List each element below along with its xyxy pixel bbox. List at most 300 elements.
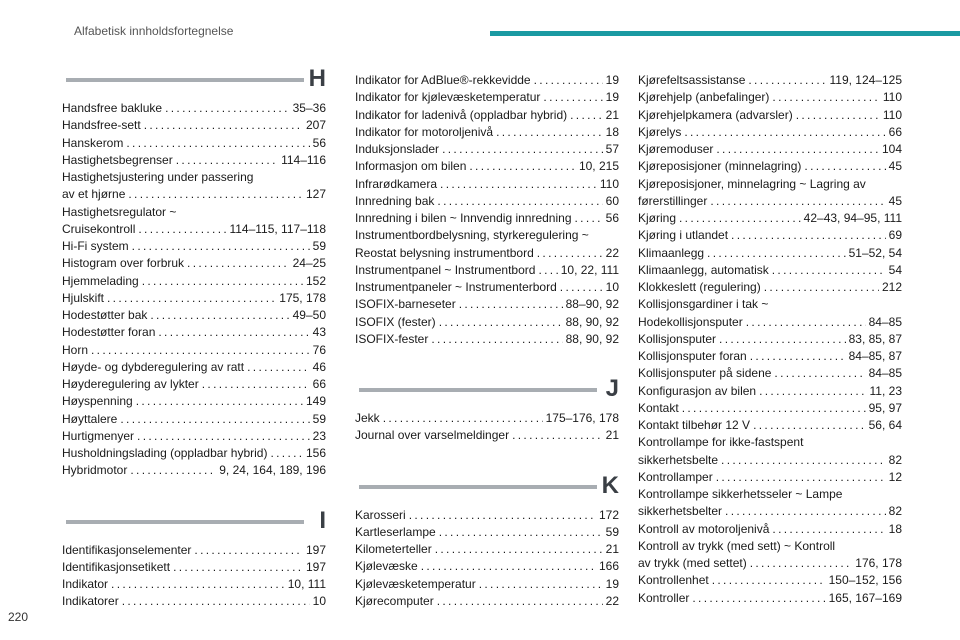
index-entry (638, 158, 902, 175)
index-entry-row (62, 186, 326, 203)
index-entry-pages: 82 (888, 504, 902, 519)
dot-leader (731, 227, 886, 244)
index-entry-pages: 56, 64 (868, 418, 902, 432)
index-column-3 (638, 72, 902, 621)
index-entry-term: Instrumentpanel ~ Instrumentbord (355, 262, 536, 277)
section-divider (359, 485, 597, 489)
dot-leader (459, 296, 563, 313)
section-h (62, 60, 326, 480)
dot-leader (725, 503, 886, 520)
index-entry-term: Reostat belysning instrumentbord (355, 245, 534, 260)
index-entry-term: ISOFIX (fester) (355, 314, 436, 329)
index-entry-row (638, 572, 902, 589)
index-entry-row (355, 576, 619, 593)
index-entry (62, 100, 326, 117)
index-entry-term: Kjørecomputer (355, 593, 434, 608)
index-entry-row (355, 72, 619, 89)
dot-leader (194, 542, 303, 559)
index-entry (355, 227, 619, 262)
index-entry (355, 72, 619, 89)
index-entry-term: Kontroll av motoroljenivå (638, 521, 770, 536)
dot-leader (772, 89, 879, 106)
index-entry-term: Hjemmelading (62, 273, 139, 288)
index-entry-term: Høyderegulering av lykter (62, 377, 199, 391)
index-entry (355, 331, 619, 348)
index-entry-term-line1: Kjøreposisjoner, minnelagring ~ Lagring av (638, 176, 866, 191)
index-entry-row (638, 279, 902, 296)
index-entry-row (62, 221, 326, 238)
index-entry-row (62, 152, 326, 169)
index-entry-term: Klimaanlegg, automatisk (638, 262, 769, 277)
index-entry (638, 210, 902, 227)
index-entry-pages: 84–85 (868, 314, 902, 329)
index-entry-row (355, 410, 619, 427)
index-entry (62, 238, 326, 255)
index-entry-row (62, 428, 326, 445)
dot-leader (512, 427, 603, 444)
index-entry (355, 158, 619, 175)
index-entry (638, 245, 902, 262)
index-entry-pages: 22 (605, 245, 619, 260)
dot-leader (774, 365, 865, 382)
index-entry-term: Indikator for ladenivå (oppladbar hybrid) (355, 107, 568, 122)
index-entry-row (638, 590, 902, 607)
index-entry-row (62, 273, 326, 290)
index-entry (62, 255, 326, 272)
index-entry-pages: 59 (312, 239, 326, 253)
index-entry-term: Husholdningslading (oppladbar hybrid) (62, 446, 268, 460)
index-entry-pages: 59 (312, 411, 326, 426)
index-entry (355, 89, 619, 106)
index-entry-row (62, 255, 326, 272)
index-entry-row (355, 541, 619, 558)
index-entry-row (638, 245, 902, 262)
index-entry-pages: 24–25 (292, 256, 326, 271)
dot-leader (679, 210, 801, 227)
dot-leader (440, 176, 597, 193)
index-entry (638, 590, 902, 607)
index-entry-pages: 19 (605, 90, 619, 105)
section-i (62, 502, 326, 611)
index-entry-row (355, 593, 619, 610)
index-entry (638, 572, 902, 589)
index-entry-row (638, 348, 902, 365)
index-column-1 (62, 60, 326, 625)
dot-leader (126, 135, 309, 152)
index-entry-term: Kontakt tilbehør 12 V (638, 418, 751, 432)
index-entry-row (355, 176, 619, 193)
dot-leader (270, 445, 303, 462)
index-column-2 (355, 72, 619, 624)
index-entry-row (62, 411, 326, 428)
index-entry-pages: 22 (605, 593, 619, 608)
index-entry-row (638, 555, 902, 572)
index-entry-pages: 51–52, 54 (848, 245, 902, 260)
index-entry (638, 72, 902, 89)
index-entry-row (355, 124, 619, 141)
dot-leader (537, 245, 603, 262)
index-entry (355, 576, 619, 593)
index-entry-pages: 197 (305, 542, 326, 557)
index-entry (355, 507, 619, 524)
index-entry-row (638, 262, 902, 279)
index-entry-term: Høyspenning (62, 394, 133, 409)
index-entry-pages: 166 (598, 559, 619, 574)
index-entry-term-line1: Kontrollampe sikkerhetsseler ~ Lampe (638, 487, 843, 501)
index-entry-pages: 95, 97 (868, 400, 902, 415)
section-divider (66, 78, 304, 82)
dot-leader (130, 462, 216, 479)
index-entry-row (638, 107, 902, 124)
index-entry-row (62, 542, 326, 559)
dot-leader (187, 255, 290, 272)
index-entry-row (638, 210, 902, 227)
index-entry-pages: 21 (605, 107, 619, 122)
index-entry (638, 176, 902, 211)
dot-leader (759, 383, 866, 400)
index-entry-pages: 19 (605, 576, 619, 591)
index-entry (355, 124, 619, 141)
index-entry (638, 486, 902, 521)
dot-leader (165, 100, 290, 117)
dot-leader (716, 469, 886, 486)
index-entry-term: Informasjon om bilen (355, 159, 467, 174)
index-entry-pages: 10 (312, 594, 326, 609)
index-entry-pages: 175–176, 178 (545, 411, 619, 425)
index-entry-term: Horn (62, 342, 89, 357)
index-entry-term: ISOFIX-fester (355, 331, 429, 346)
index-entry-term: Kontrollamper (638, 469, 713, 484)
index-entry-term: Infrarødkamera (355, 176, 438, 191)
index-entry-term: Kjøremoduser (638, 142, 714, 156)
index-entry-term: sikkerhetsbelter (638, 504, 723, 519)
section-letter: H (308, 65, 326, 92)
index-entry-row (638, 331, 902, 348)
entry-list-i-part1 (62, 542, 326, 611)
entry-list-i-part2 (355, 72, 619, 348)
dot-leader (543, 89, 602, 106)
index-entry-pages: 82 (888, 452, 902, 467)
index-entry-term: Hi-Fi system (62, 239, 129, 253)
index-entry-row (355, 427, 619, 444)
index-entry (638, 469, 902, 486)
dot-leader (202, 376, 310, 393)
index-entry-pages: 197 (305, 559, 326, 574)
index-entry-pages: 42–43, 94–95, 111 (803, 211, 902, 225)
index-entry-term: Hodekollisjonsputer (638, 314, 743, 329)
index-entry-row (62, 462, 326, 479)
index-entry-term: Klimaanlegg (638, 245, 705, 260)
index-entry-pages: 69 (888, 228, 902, 243)
index-entry-term: Kjøreposisjoner (minnelagring) (638, 159, 802, 174)
index-entry (355, 210, 619, 227)
index-entry-row (62, 359, 326, 376)
dot-leader (716, 141, 879, 158)
dot-leader (746, 314, 866, 331)
index-entry-pages: 114–116 (281, 152, 326, 167)
index-entry-pages: 56 (605, 211, 619, 225)
index-entry (62, 342, 326, 359)
entry-list-j (355, 410, 619, 445)
dot-leader (138, 221, 226, 238)
index-entry-pages: 35–36 (292, 101, 326, 115)
section-divider (359, 388, 597, 392)
index-entry (638, 400, 902, 417)
index-entry-row (355, 158, 619, 175)
index-entry-pages: 21 (605, 542, 619, 556)
section-header-h (62, 60, 326, 100)
dot-leader (496, 124, 603, 141)
index-entry-row (62, 135, 326, 152)
index-entry-pages: 84–85, 87 (848, 349, 902, 363)
index-entry-term: Indikator for AdBlue®-rekkevidde (355, 73, 531, 87)
index-entry-pages: 66 (312, 377, 326, 391)
index-entry-term: Kontroller (638, 590, 690, 605)
index-entry (638, 417, 902, 434)
index-entry-pages: 59 (605, 524, 619, 539)
section-header-j (355, 370, 619, 410)
index-entry-term: Induksjonslader (355, 142, 440, 156)
section-i-continued (355, 72, 619, 348)
index-entry-pages: 165, 167–169 (828, 590, 902, 605)
index-entry-row (638, 383, 902, 400)
index-entry-row (638, 89, 902, 106)
index-entry-row (355, 141, 619, 158)
index-entry-term-line1: Kontrollampe for ikke-fastspent (638, 435, 804, 450)
index-entry-row (638, 503, 902, 520)
index-entry-row (638, 521, 902, 538)
index-entry-pages: 45 (888, 159, 902, 174)
index-entry-pages: 18 (605, 124, 619, 139)
index-entry-term: Kollisjonsputer (638, 331, 717, 346)
section-divider (66, 520, 304, 524)
index-entry-row (62, 559, 326, 576)
index-entry-pages: 110 (882, 90, 902, 105)
index-entry-pages: 10 (605, 280, 619, 294)
index-entry-row (62, 376, 326, 393)
entry-list-k-part1 (355, 507, 619, 611)
section-k-continued (638, 72, 902, 607)
index-entry-pages: 149 (305, 394, 326, 409)
index-entry-pages: 114–115, 117–118 (229, 221, 326, 236)
index-entry-term: Kjørehjelp (anbefalinger) (638, 90, 770, 105)
index-entry-term: Histogram over forbruk (62, 256, 185, 271)
index-entry-row (638, 227, 902, 244)
dot-leader (804, 158, 885, 175)
section-header-k (355, 467, 619, 507)
dot-leader (479, 576, 603, 593)
index-entry (62, 428, 326, 445)
index-entry-term: Identifikasjonsetikett (62, 559, 171, 574)
index-entry-pages: 12 (888, 469, 902, 484)
index-entry (638, 141, 902, 158)
index-entry-pages: 150–152, 156 (828, 573, 902, 588)
index-entry-term: Konfigurasjon av bilen (638, 383, 757, 398)
index-entry-term: Hanskerom (62, 135, 124, 150)
index-entry (62, 135, 326, 152)
index-entry-term: Indikator (62, 577, 109, 591)
index-entry-term: Hybridmotor (62, 463, 128, 478)
dot-leader (575, 210, 603, 227)
index-entry-term: Kartleserlampe (355, 524, 436, 539)
dot-leader (122, 593, 310, 610)
index-entry-row (638, 124, 902, 141)
index-entry-row (638, 158, 902, 175)
index-entry (355, 427, 619, 444)
dot-leader (710, 193, 885, 210)
index-entry-row (638, 193, 902, 210)
dot-leader (439, 314, 563, 331)
index-entry (638, 296, 902, 331)
index-entry (355, 524, 619, 541)
index-entry (62, 559, 326, 576)
index-entry-pages: 176, 178 (855, 556, 902, 570)
index-entry-row (638, 400, 902, 417)
dot-leader (421, 558, 596, 575)
index-entry-row (355, 507, 619, 524)
index-entry-pages: 57 (605, 142, 619, 156)
index-entry-term: Kjøring (638, 211, 677, 225)
dot-leader (437, 593, 603, 610)
index-entry (638, 262, 902, 279)
index-entry (355, 141, 619, 158)
dot-leader (435, 541, 603, 558)
index-entry-row (62, 290, 326, 307)
index-entry-row (638, 452, 902, 469)
index-entry-row (355, 296, 619, 313)
index-entry-pages: 76 (312, 342, 326, 357)
index-entry (355, 176, 619, 193)
index-entry-term: Indikator for motoroljenivå (355, 124, 494, 139)
index-entry-pages: 88, 90, 92 (565, 314, 619, 329)
index-entry-pages: 212 (881, 280, 902, 294)
index-entry-term-line1: Hastighetsjustering under passering (62, 170, 254, 184)
dot-leader (431, 331, 562, 348)
index-entry-term: Høyde- og dybderegulering av ratt (62, 359, 245, 374)
dot-leader (772, 521, 885, 538)
dot-leader (684, 124, 885, 141)
index-entry-term: Kjølevæske (355, 559, 418, 574)
dot-leader (560, 279, 603, 296)
index-entry-row (355, 331, 619, 348)
index-entry (62, 324, 326, 341)
index-entry-term: Hodestøtter foran (62, 325, 156, 340)
dot-leader (712, 572, 826, 589)
index-entry-pages: 10, 215 (578, 159, 619, 174)
index-entry-pages: 10, 111 (287, 577, 326, 591)
dot-leader (721, 452, 886, 469)
index-entry-pages: 9, 24, 164, 189, 196 (219, 463, 326, 478)
dot-leader (764, 279, 879, 296)
index-entry-row (355, 210, 619, 227)
index-entry-pages: 21 (605, 428, 619, 443)
index-entry-row (638, 72, 902, 89)
index-entry-term: Indikator for kjølevæsketemperatur (355, 90, 541, 105)
dot-leader (132, 238, 310, 255)
index-entry (62, 393, 326, 410)
dot-leader (144, 117, 303, 134)
dot-leader (437, 193, 602, 210)
dot-leader (538, 262, 557, 279)
index-entry (355, 558, 619, 575)
index-entry-term: av et hjørne (62, 187, 126, 202)
index-entry-pages: 88–90, 92 (565, 297, 619, 312)
index-entry-row (62, 307, 326, 324)
index-entry-term-line1: Kollisjonsgardiner i tak ~ (638, 297, 769, 312)
index-entry-pages: 88, 90, 92 (565, 331, 619, 346)
index-entry-row (355, 193, 619, 210)
dot-leader (120, 411, 309, 428)
dot-leader (136, 393, 303, 410)
dot-leader (692, 590, 825, 607)
index-entry (62, 445, 326, 462)
index-entry-pages: 49–50 (292, 308, 326, 322)
dot-leader (753, 417, 866, 434)
index-entry-term: Kjørehjelpkamera (advarsler) (638, 107, 793, 122)
index-entry-pages: 175, 178 (279, 290, 326, 305)
index-entry-term: Kilometerteller (355, 542, 432, 556)
index-entry-term: Hurtigmenyer (62, 428, 135, 443)
section-letter: J (605, 375, 619, 402)
index-entry-row (62, 342, 326, 359)
entry-list-k-part2 (638, 72, 902, 607)
index-entry-row (62, 593, 326, 610)
index-entry-term: Hastighetsbegrenser (62, 152, 173, 167)
index-entry (62, 542, 326, 559)
index-entry (355, 262, 619, 279)
index-entry-pages: 127 (305, 187, 326, 202)
index-entry-term: ISOFIX-barneseter (355, 297, 456, 312)
index-entry (62, 117, 326, 134)
dot-leader (173, 559, 303, 576)
index-entry-term: Handsfree-sett (62, 118, 141, 133)
index-entry (638, 124, 902, 141)
index-entry-term-line1: Kontroll av trykk (med sett) ~ Kontroll (638, 538, 836, 553)
index-entry-term: Kjøring i utlandet (638, 228, 729, 243)
index-entry (62, 169, 326, 204)
index-entry-term: sikkerhetsbelte (638, 452, 719, 467)
index-entry-row (62, 117, 326, 134)
index-entry-term: Kjølevæsketemperatur (355, 576, 476, 591)
index-entry-term: Karosseri (355, 507, 406, 522)
index-entry-term: Identifikasjonselementer (62, 542, 192, 557)
index-entry-pages: 18 (888, 521, 902, 536)
index-entry-pages: 19 (605, 73, 619, 87)
index-entry-row (355, 245, 619, 262)
index-entry-term: Indikatorer (62, 594, 119, 609)
dot-leader (469, 158, 576, 175)
index-entry-term: Kontrollenhet (638, 573, 709, 588)
index-entry-pages: 110 (882, 107, 902, 122)
index-entry-row (62, 393, 326, 410)
index-entry-term: Cruisekontroll (62, 221, 136, 236)
dot-leader (128, 186, 303, 203)
dot-leader (409, 507, 596, 524)
index-entry-row (355, 558, 619, 575)
index-entry-term: førerstillinger (638, 193, 708, 208)
index-entry-term: Kollisjonsputer på sidene (638, 366, 772, 381)
index-entry-pages: 207 (305, 118, 326, 133)
dot-leader (176, 152, 278, 169)
index-entry-term: Kjørefeltsassistanse (638, 73, 746, 87)
dot-leader (750, 555, 853, 572)
index-entry-row (355, 314, 619, 331)
section-k (355, 467, 619, 611)
index-entry-term: Hjulskift (62, 290, 105, 305)
index-entry-pages: 172 (598, 507, 619, 522)
index-entry-pages: 84–85 (868, 366, 902, 381)
index-entry (62, 307, 326, 324)
